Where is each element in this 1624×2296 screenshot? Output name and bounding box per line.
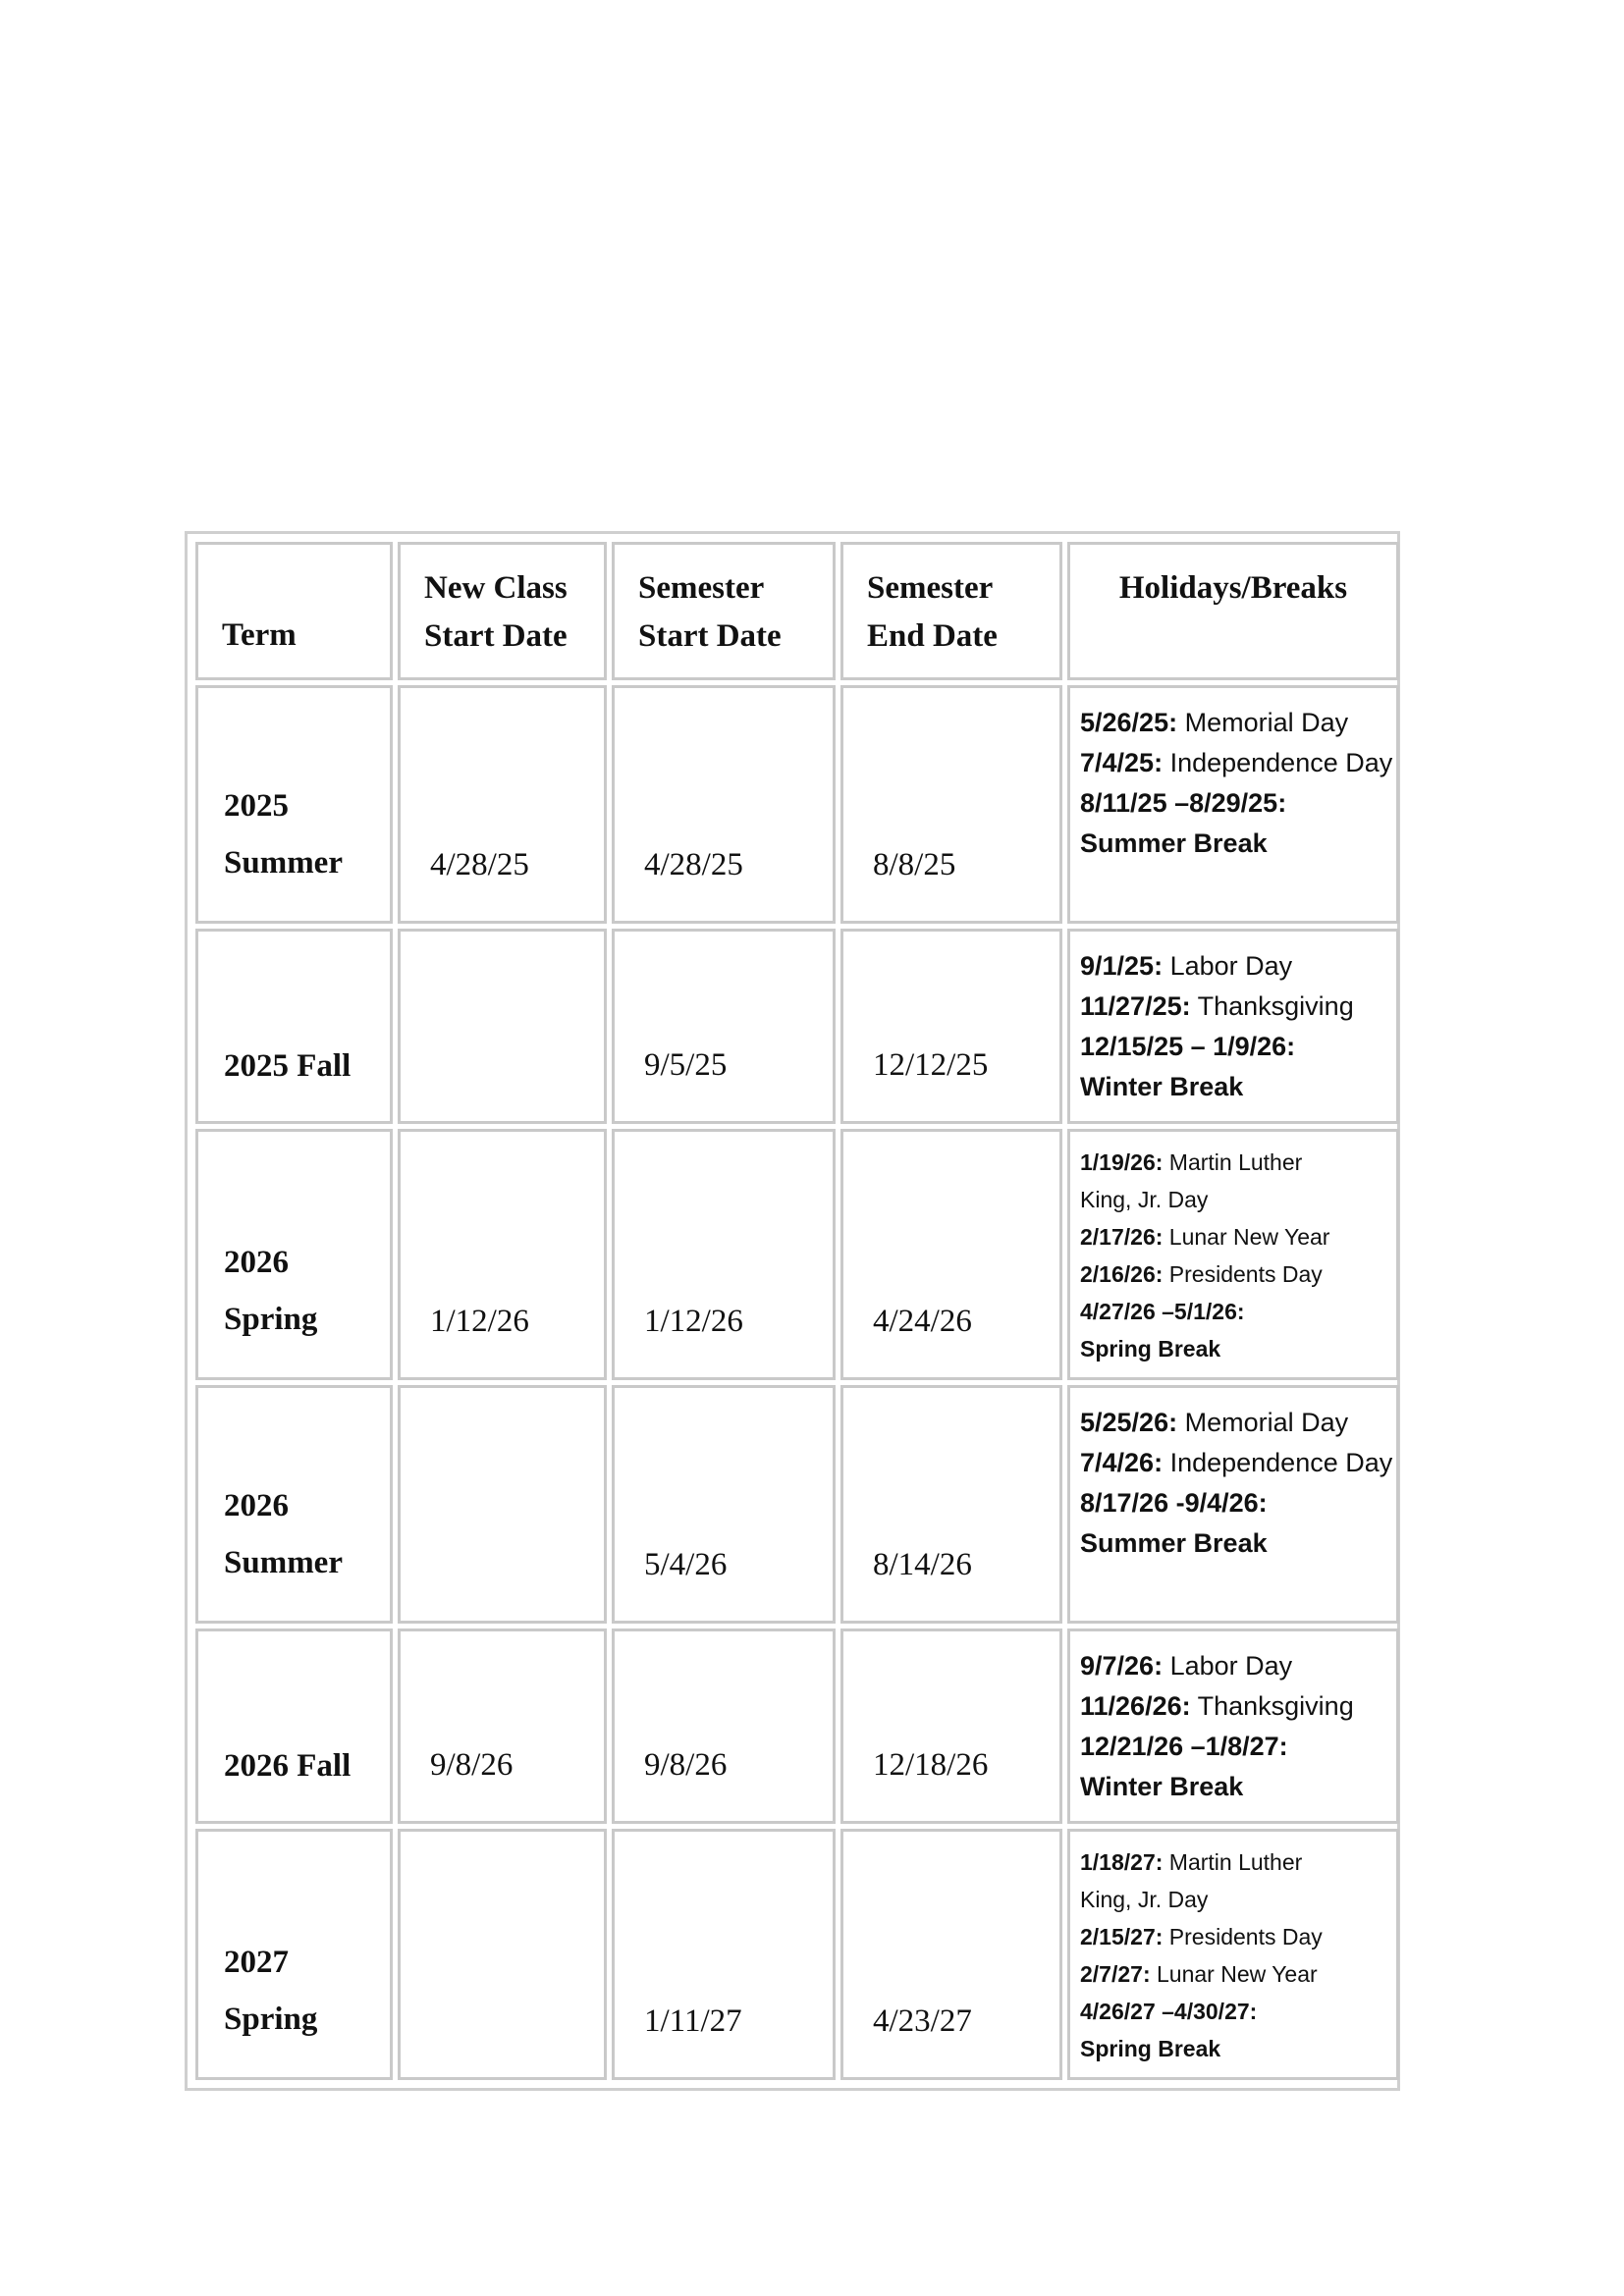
holiday-name: King, Jr. Day (1080, 1887, 1209, 1912)
semester-start-header (612, 542, 836, 680)
term-cell (195, 685, 393, 924)
new-class-start-cell (398, 929, 607, 1124)
holiday-entry (1080, 783, 1386, 824)
holiday-date: 2/16/26: (1080, 1261, 1164, 1287)
table-row (195, 929, 1399, 1124)
header-line: New Class (424, 570, 568, 606)
holiday-entry (1080, 1727, 1386, 1767)
new-class-start-cell (398, 1129, 607, 1380)
holiday-entry (1080, 1144, 1386, 1181)
table-row (195, 1129, 1399, 1380)
date-value: 4/23/27 (873, 2003, 972, 2039)
holiday-date: 5/25/26: (1080, 1408, 1178, 1437)
holiday-entry (1080, 1955, 1386, 1993)
holiday-entry (1080, 743, 1393, 783)
date-value (401, 2040, 604, 2077)
holiday-name: Labor Day (1163, 951, 1293, 981)
holiday-date: 8/17/26 -9/4/26: (1080, 1488, 1268, 1518)
holiday-entry (1080, 987, 1386, 1027)
header-line: Semester (867, 570, 994, 606)
term-label: Spring (224, 2002, 318, 2037)
header-row (195, 542, 1399, 680)
term-label: Summer (224, 1545, 343, 1580)
holidays-cell (1067, 685, 1399, 924)
holiday-date: 2/15/27: (1080, 1924, 1164, 1949)
holiday-date: 9/1/25: (1080, 951, 1164, 981)
term-header (195, 542, 393, 680)
semester-start-cell (612, 929, 836, 1124)
holiday-date: 11/27/25: (1080, 991, 1191, 1021)
holiday-entry (1080, 1483, 1386, 1523)
holiday-name: Presidents Day (1163, 1261, 1323, 1287)
holiday-entry (1080, 1843, 1386, 1881)
holiday-name: Independence Day (1163, 748, 1393, 777)
holiday-entry (1080, 1255, 1386, 1293)
date-value: 12/12/25 (873, 1047, 989, 1083)
date-value: 12/18/26 (873, 1747, 989, 1783)
holiday-date: 2/17/26: (1080, 1224, 1164, 1250)
date-value: 5/4/26 (644, 1547, 728, 1582)
academic-calendar-table (185, 531, 1400, 2091)
holiday-entry (1080, 946, 1386, 987)
semester-end-cell (840, 1129, 1062, 1380)
holidays-cell (1067, 1385, 1399, 1624)
date-value: 9/8/26 (644, 1747, 728, 1783)
holiday-date: Winter Break (1080, 1772, 1244, 1801)
term-cell (195, 1629, 393, 1824)
holiday-entry (1080, 1067, 1386, 1107)
table-row (195, 685, 1399, 924)
holiday-entry (1080, 1918, 1386, 1955)
holiday-date: 12/21/26 –1/8/27: (1080, 1732, 1288, 1761)
semester-end-cell (840, 685, 1062, 924)
holiday-entry (1080, 824, 1386, 864)
holiday-date: 7/4/25: (1080, 748, 1164, 777)
holiday-entry (1080, 2030, 1386, 2067)
holiday-entry (1080, 1181, 1386, 1218)
term-label: Summer (224, 845, 343, 881)
holiday-name: Labor Day (1163, 1651, 1293, 1681)
holiday-date: 9/7/26: (1080, 1651, 1164, 1681)
holiday-entry (1080, 1330, 1386, 1367)
term-cell (195, 1129, 393, 1380)
holiday-date: Winter Break (1080, 1072, 1244, 1101)
term-label: 2025 Fall (224, 1048, 352, 1084)
holiday-date: 4/27/26 –5/1/26: (1080, 1299, 1245, 1324)
holiday-name: Martin Luther (1163, 1149, 1303, 1175)
term-label: 2026 (224, 1488, 289, 1523)
holiday-entry (1080, 1993, 1386, 2030)
term-cell (195, 929, 393, 1124)
holiday-entry (1080, 1881, 1386, 1918)
header-line: Semester (638, 570, 765, 606)
date-value: 1/12/26 (644, 1304, 743, 1339)
holiday-date: 5/26/25: (1080, 708, 1178, 737)
holiday-date: 7/4/26: (1080, 1448, 1164, 1477)
holiday-name: Independence Day (1163, 1448, 1393, 1477)
holiday-date: 11/26/26: (1080, 1691, 1191, 1721)
term-label: 2027 (224, 1945, 289, 1980)
date-value: 9/5/25 (644, 1047, 728, 1083)
term-label: Spring (224, 1302, 318, 1337)
holiday-entry (1080, 1443, 1393, 1483)
holiday-name: Presidents Day (1163, 1924, 1323, 1949)
holiday-entry (1080, 1523, 1386, 1564)
header-line: Holidays/Breaks (1118, 570, 1348, 606)
date-value: 9/8/26 (430, 1747, 514, 1783)
holiday-date: 8/11/25 –8/29/25: (1080, 788, 1287, 818)
date-value: 4/28/25 (430, 847, 529, 882)
table-row (195, 1829, 1399, 2080)
holidays-cell (1067, 1829, 1399, 2080)
holiday-entry (1080, 703, 1386, 743)
header-line: End Date (867, 618, 998, 654)
date-value: 8/14/26 (873, 1547, 972, 1582)
holiday-entry (1080, 1686, 1386, 1727)
holiday-name: Memorial Day (1177, 1408, 1349, 1437)
semester-end-cell (840, 1829, 1062, 2080)
header-line: Start Date (638, 618, 782, 654)
holiday-name: Lunar New Year (1150, 1961, 1318, 1987)
holiday-name: Thanksgiving (1190, 991, 1354, 1021)
semester-start-cell (612, 1829, 836, 2080)
holiday-date: Summer Break (1080, 1528, 1268, 1558)
semester-start-cell (612, 1629, 836, 1824)
holiday-entry (1080, 1027, 1386, 1067)
holidays-header (1067, 542, 1399, 680)
term-cell (195, 1385, 393, 1624)
holiday-date: 12/15/25 – 1/9/26: (1080, 1032, 1296, 1061)
new-class-start-cell (398, 1629, 607, 1824)
semester-start-cell (612, 1129, 836, 1380)
holiday-name: King, Jr. Day (1080, 1187, 1209, 1212)
semester-end-cell (840, 1629, 1062, 1824)
holiday-date: 1/18/27: (1080, 1849, 1164, 1875)
holiday-name: Martin Luther (1163, 1849, 1303, 1875)
holiday-date: Summer Break (1080, 828, 1268, 858)
holiday-name: Memorial Day (1177, 708, 1349, 737)
term-label: 2026 Fall (224, 1748, 352, 1784)
holiday-entry (1080, 1293, 1386, 1330)
new-class-start-cell (398, 1385, 607, 1624)
term-label: 2025 (224, 788, 289, 824)
table-row (195, 1629, 1399, 1824)
date-value: 4/24/26 (873, 1304, 972, 1339)
semester-end-cell (840, 929, 1062, 1124)
date-value (401, 1583, 604, 1621)
holiday-date: Spring Break (1080, 2036, 1221, 2061)
calendar-grid (190, 537, 1404, 2085)
holiday-entry (1080, 1646, 1386, 1686)
table-row (195, 1385, 1399, 1624)
semester-end-cell (840, 1385, 1062, 1624)
date-value: 1/12/26 (430, 1304, 529, 1339)
semester-start-cell (612, 685, 836, 924)
new-class-start-cell (398, 1829, 607, 2080)
term-label: 2026 (224, 1245, 289, 1280)
holiday-date: 2/7/27: (1080, 1961, 1151, 1987)
semester-end-header (840, 542, 1062, 680)
holiday-entry (1080, 1218, 1386, 1255)
holiday-entry (1080, 1403, 1386, 1443)
holiday-date: 1/19/26: (1080, 1149, 1164, 1175)
new-class-start-cell (398, 685, 607, 924)
holiday-date: Spring Break (1080, 1336, 1221, 1362)
holidays-cell (1067, 1629, 1399, 1824)
holidays-cell (1067, 929, 1399, 1124)
term-cell (195, 1829, 393, 2080)
table-body (195, 685, 1399, 2080)
header-line: Term (222, 617, 297, 653)
holiday-name: Lunar New Year (1163, 1224, 1330, 1250)
date-value: 1/11/27 (644, 2003, 742, 2039)
date-value: 8/8/25 (873, 847, 956, 882)
holiday-date: 4/26/27 –4/30/27: (1080, 1999, 1258, 2024)
holidays-cell (1067, 1129, 1399, 1380)
date-value (401, 1084, 604, 1121)
semester-start-cell (612, 1385, 836, 1624)
header-line: Start Date (424, 618, 568, 654)
holiday-name: Thanksgiving (1190, 1691, 1354, 1721)
new-class-start-header (398, 542, 607, 680)
holiday-entry (1080, 1767, 1386, 1807)
date-value: 4/28/25 (644, 847, 743, 882)
